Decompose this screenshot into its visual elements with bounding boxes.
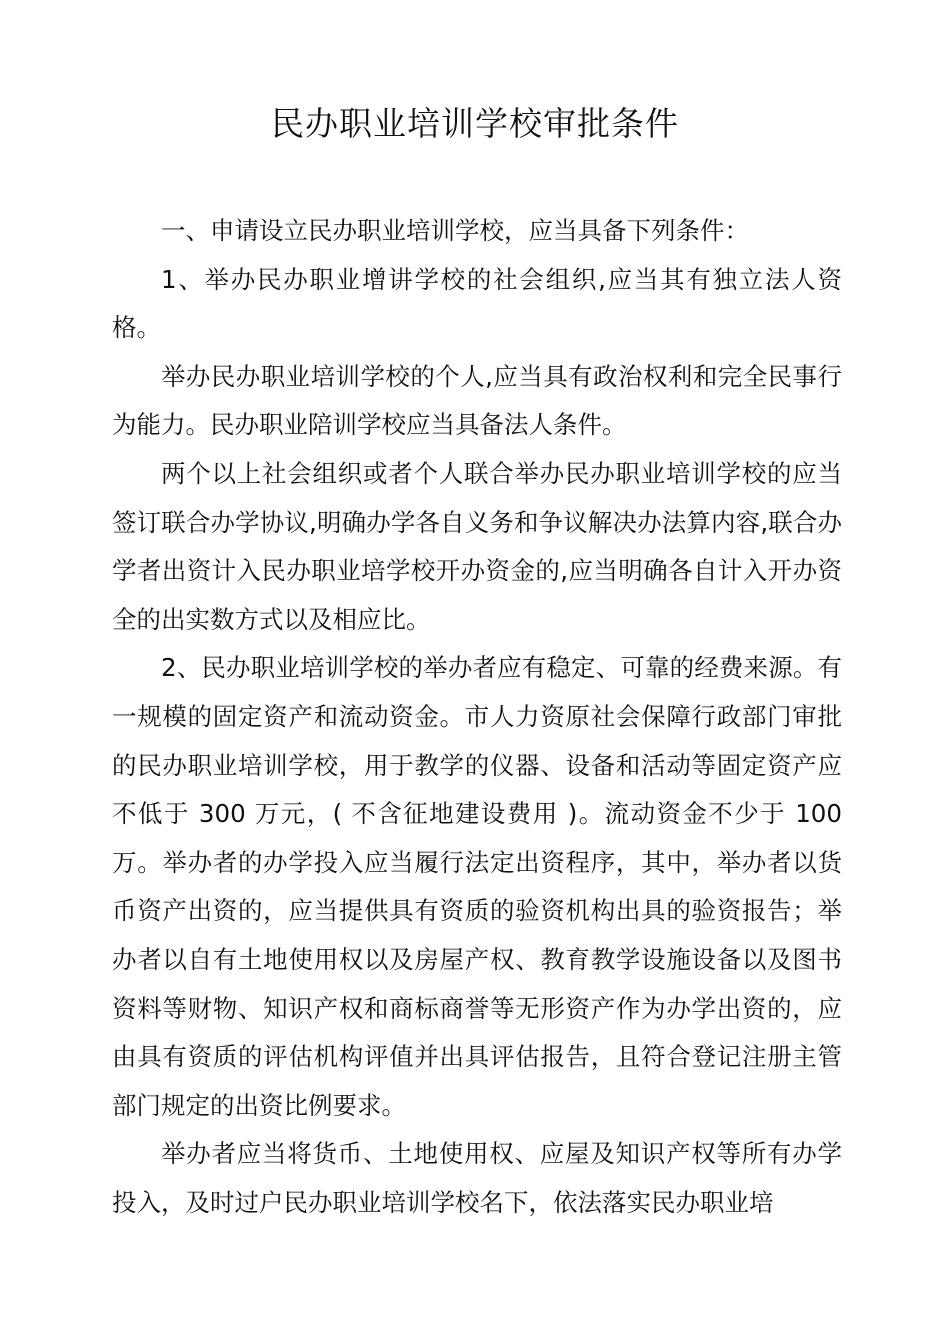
paragraph: 1、举办民办职业增讲学校的社会组织,应当其有独立法人资格。: [112, 264, 842, 343]
document-body: [112, 207, 867, 1227]
document-title: 民办职业培训学校审批条件: [271, 104, 679, 143]
paragraph: 一、申请设立民办职业培训学校，应当具备下列条件：: [161, 216, 749, 245]
paragraph: 举办者应当将货币、土地使用权、应屋及知识产权等所有办学投入，及时过户民办职业培训学校名下，依法落实民办职业培: [112, 1139, 842, 1217]
paragraph: 举办民办职业培训学校的个人,应当具有政治权利和完全民事行为能力。民办职业陪训学校应当具备法人条件。: [112, 361, 842, 440]
paragraph: 两个以上社会组织或者个人联合举办民办职业培训学校的应当签订联合办学协议,明确办学各自义务和争议解决办法算内容,联合办学者出资计入民办职业培学校开办资金的,应当明确各自计入开办资全的出实数方式以及相应比。: [112, 458, 842, 634]
paragraph: 2、民办职业培训学校的举办者应有稳定、可靠的经费来源。有一规模的固定资产和流动资金。市人力资原社会保障行政部门审批的民办职业培训学校，用于教学的仪器、设备和活动等固定资产应不低于 300 万元，( 不含征地建设费用 )。流动资金不少于 100 万。举办者的办学投入应当履行法定出资程序，其中，举办者以货币资产出资的，应当提供具有资质的验资机构出具的验资报告；举办者以自有土地使用权以及房屋产权、教育教学设施设备以及图书资料等财物、知识产权和商标商誉等无形资产作为办学出资的，应由具有资质的评估机构评值并出具评估报告，且符合登记注册主管部门规定的出资比例要求。: [112, 653, 867, 1120]
